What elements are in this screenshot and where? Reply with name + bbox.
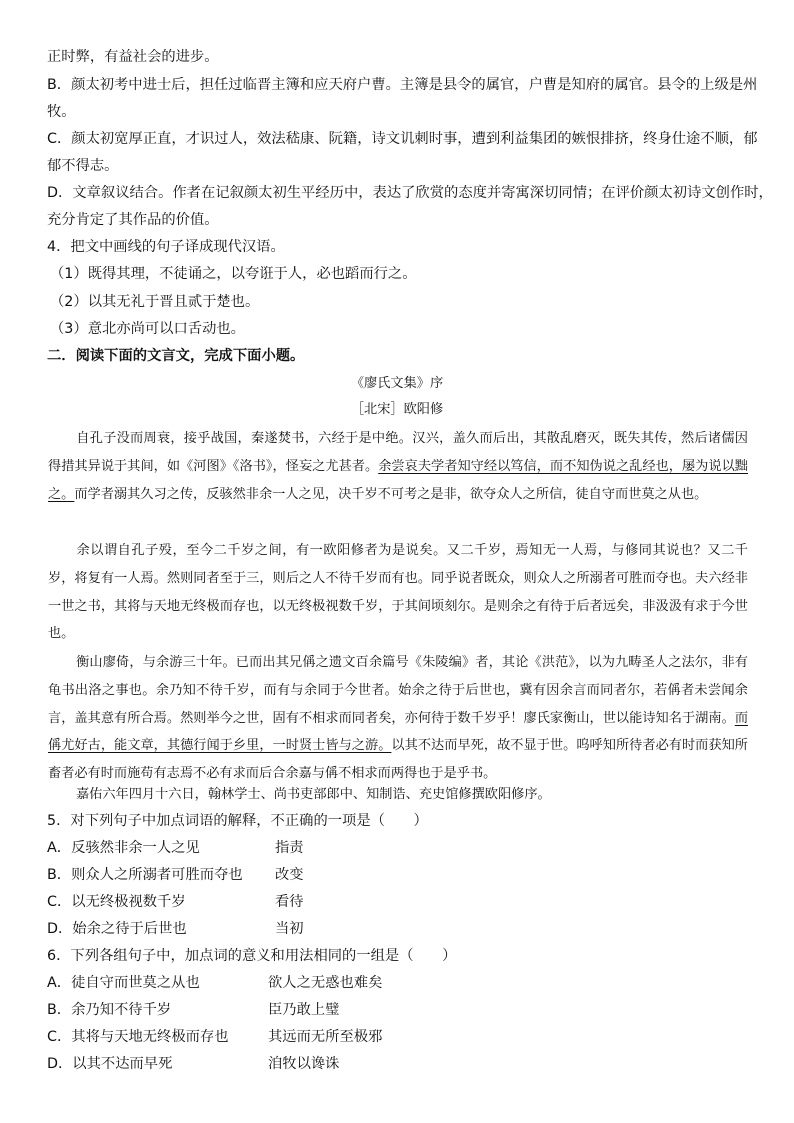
passage-paragraph-3 <box>48 649 748 788</box>
passage-title: 《廖氏文集》序 <box>350 376 444 391</box>
q3-option-c-line1: C．颜太初宽厚正直，才识过人，效法嵇康、阮籍，诗文讥刺时事，遭到利益集团的嫉恨排挤，终身仕途不顺，郁 <box>47 131 758 147</box>
q5-option-d: D．始余之待于后世也 <box>47 921 187 937</box>
p1-text-a: 自孔子没而周衰，接乎战国，秦遂焚书，六经于是中绝。汉兴，盖久而后出，其散乱磨灭，既失其传，然后诸儒因得措其异说于其间，如《河图》《洛书》，怪妄之尤甚者。 <box>48 431 748 474</box>
q6-option-d: D．以其不达而早死 <box>47 1056 173 1072</box>
q5-option-c-gloss: 看待 <box>275 894 304 910</box>
passage-paragraph-1 <box>48 425 748 508</box>
q3-option-b-line1: B．颜太初考中进士后，担任过临晋主簿和应天府户曹。主簿是县令的属官，户曹是知府的属官。县令的上级是州 <box>47 77 758 93</box>
q5-option-b: B．则众人之所溺者可胜而夺也 <box>47 867 243 883</box>
q4-stem: 4．把文中画线的句子译成现代汉语。 <box>47 239 285 255</box>
q5-option-a: A．反骇然非余一人之见 <box>47 840 200 856</box>
q3-option-a-tail: 正时弊，有益社会的进步。 <box>47 49 219 65</box>
p3-text-b: 以其不达而早死，故不显于世。呜呼知所待者必有时而获知所畜者必有时而施苟有志焉不必有求而后合余嘉与偁不相求而两得也于是乎书。 <box>48 738 748 782</box>
q6-stem: 6．下列各组句子中，加点词的意义和用法相同的一组是（ ） <box>47 948 457 964</box>
q3-option-b-line2: 牧。 <box>47 104 76 120</box>
q5-option-a-gloss: 指责 <box>275 840 304 856</box>
q5-stem: 5．对下列句子中加点词语的解释，不正确的一项是（ ） <box>47 813 428 829</box>
q5-option-c: C．以无终极视数千岁 <box>47 894 186 910</box>
q6-option-a-pair: 欲人之无惑也难矣 <box>268 975 383 991</box>
q6-option-b-pair: 臣乃敢上璧 <box>268 1002 340 1018</box>
q4-sentence-2: （2）以其无礼于晋且贰于楚也。 <box>50 294 260 310</box>
passage-paragraph-2 <box>48 537 748 648</box>
q6-option-d-pair: 洎牧以谗诛 <box>268 1056 340 1072</box>
q5-option-d-gloss: 当初 <box>275 921 304 937</box>
passage-paragraph-4 <box>48 781 748 809</box>
p1-underlined-sentence: 余尝哀夫学者知守经以笃信，而不知伪说之乱经也，屡为说以黜之。 <box>48 458 748 502</box>
p2-text: 余以谓自孔子殁，至今二千岁之间，有一欧阳修者为是说矣。又二千岁，焉知无一人焉，与修同其说也？又二千岁，将复有一人焉。然则同者至于三，则后之人不待千岁而有也。同乎说者既众，则众人之所溺者可胜而夺也。夫六经非一世之书，其将与天地无终极而存也，以无终极视数千岁，于其间顷刻尔。是则余之有待于后者远矣，非汲汲有求于今世也。 <box>48 543 748 642</box>
p1-text-b: 而学者溺其久习之传，反骇然非余一人之见，决千岁不可考之是非，欲夺众人之所信，徒自守而世莫之从也。 <box>74 486 708 502</box>
q6-option-c-pair: 其远而无所至极邪 <box>268 1029 383 1045</box>
p4-text: 嘉佑六年四月十六日，翰林学士、尚书吏部郎中、知制诰、充史馆修撰欧阳修序。 <box>76 787 551 802</box>
q4-sentence-3: （3）意北亦尚可以口舌动也。 <box>50 321 245 337</box>
q6-option-a: A．徒自守而世莫之从也 <box>47 975 200 991</box>
q6-option-b: B．余乃知不待千岁 <box>47 1002 172 1018</box>
q3-option-c-line2: 郁不得志。 <box>47 158 119 174</box>
q6-option-c: C．其将与天地无终极而存也 <box>47 1029 229 1045</box>
q3-option-d-line1: D．文章叙议结合。作者在记叙颜太初生平经历中，表达了欣赏的态度并寄寓深切同情；在评价颜太初诗文创作时， <box>47 185 773 201</box>
q5-option-b-gloss: 改变 <box>275 867 304 883</box>
passage-author: ［北宋］欧阳修 <box>350 402 444 417</box>
q3-option-d-line2: 充分肯定了其作品的价值。 <box>47 212 219 228</box>
p3-underlined-sentence: 而偁尤好古，能文章，其德行闻于乡里，一时贤士皆与之游。 <box>48 710 748 754</box>
p3-text-a: 衡山廖倚，与余游三十年。已而出其兄偁之遗文百余篇号《朱陵编》者，其论《洪范》，以为九畴圣人之法尔，非有龟书出洛之事也。余乃知不待千岁，而有与余同于今世者。始余之待于后世也，冀有因余言而同者尔，若偁者未尝闻余言，盖其意有所合焉。然则举今之世，固有不相求而同者矣，亦何待于数千岁乎！廖氏家衡山，世以能诗知名于湖南。 <box>48 655 748 726</box>
q4-sentence-1: （1）既得其理，不徒诵之，以夸诳于人，必也蹈而行之。 <box>50 266 417 282</box>
section-2-heading: 二．阅读下面的文言文，完成下面小题。 <box>47 348 305 364</box>
